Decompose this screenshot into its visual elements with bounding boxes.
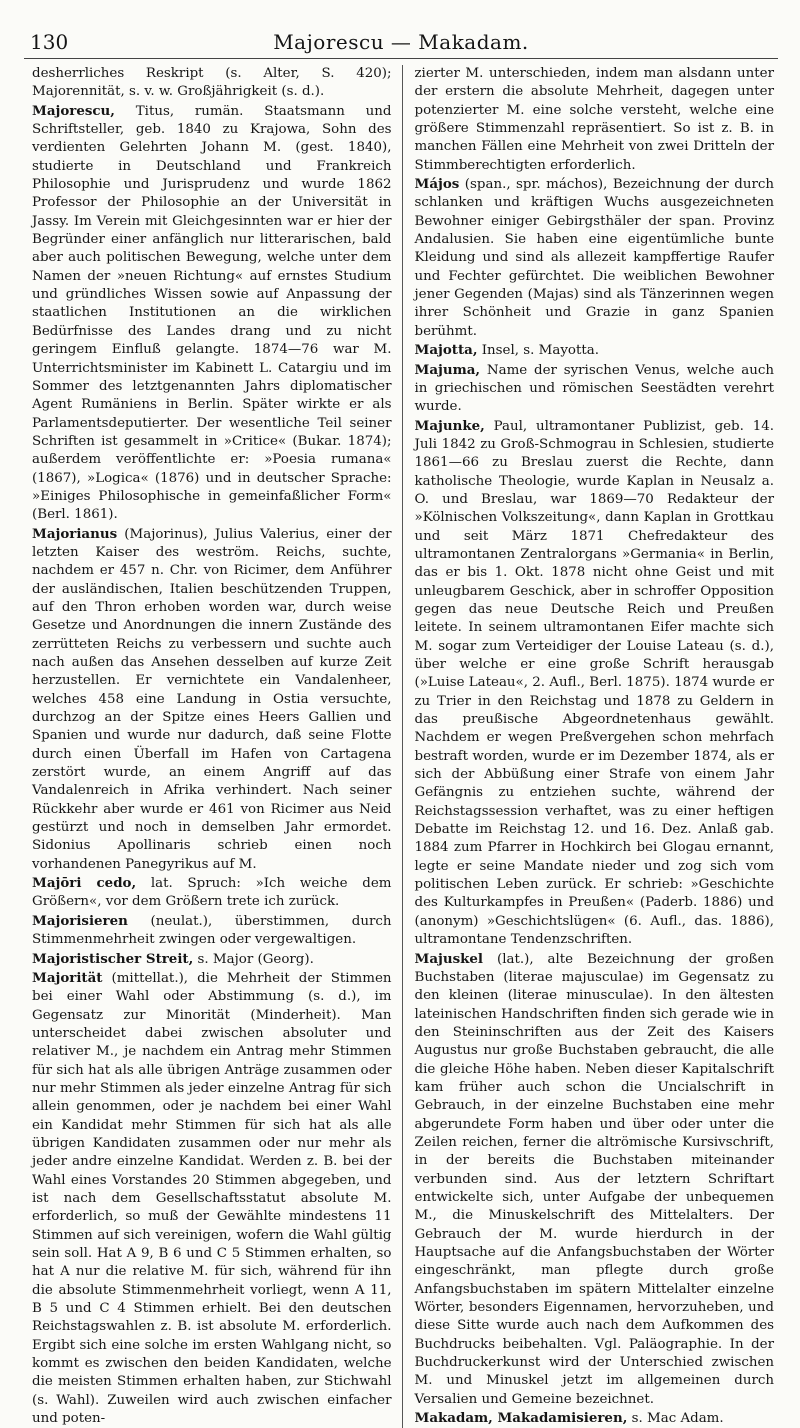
entry-text: (lat.), alte Bezeichnung der großen Buchstaben (literae majusculae) im Gegensatz zu den kleinen (literae minusculae). In den ältesten lateinischen Handschriften finden sich gerade wie in den Steininschriften aus der Zeit des Kaisers Augustus nur große Buchstaben gebraucht, die alle die gleiche Höhe haben. Neben dieser Kapitalschrift kam früher auch schon die Uncialschrift in Gebrauch, in der einzelne Buchstaben eine mehr abgerundete Form haben und über oder unter die Zeilen reichen, ferner die altrömische Kursivschrift, in der bereits die Buchstaben miteinander verbunden sind. Aus der letztern Schriftart entwickelte sich, unter Aufgabe der unbequemen M., die Minuskelschrift des Mittelalters. Der Gebrauch der M. wurde hierdurch in der Hauptsache auf die Anfangsbuchstaben der Wörter eingeschränkt, man pflegte durch große Anfangsbuchstaben im spätern Mittelalter einzelne Wörter, besonders Eigennamen, hervorzuheben, und diese Sitte wurde auch nach dem Aufkommen des Buchdrucks beibehalten. Vgl. Paläographie. In der Buchdruckerkunst wird der Unterschied zwischen M. und Minuskel jetzt im allgemeinen durch Versalien und Gemeine bezeichnet. [414, 951, 774, 1407]
right-column [402, 65, 779, 1428]
entry-headword: Majorianus [32, 525, 118, 542]
entry-headword: Majotta, [414, 342, 478, 359]
two-column-body [24, 65, 778, 1428]
entry-paragraph [32, 65, 392, 102]
entry-headword: Majoristischer Streit, [32, 950, 194, 967]
entry-paragraph [415, 950, 775, 1410]
entry-paragraph [32, 950, 392, 969]
entry-paragraph [415, 1409, 775, 1428]
entry-headword: Majorisieren [32, 912, 128, 929]
entry-paragraph [32, 912, 392, 950]
entry-headword: Majorität [32, 969, 103, 986]
entry-headword: Majunke, [414, 417, 485, 434]
entry-headword: Májos [414, 176, 460, 193]
entry-paragraph [415, 175, 775, 341]
entry-paragraph [32, 102, 392, 525]
left-column [24, 65, 402, 1428]
entry-text: (Majorinus), Julius Valerius, einer der letzten Kaiser des weström. Reichs, suchte, nachdem er 457 n. Chr. von Ricimer, dem Anführer der ausländischen, Italien beschützenden Truppen, auf den Thron erhoben worden war, durch weise Gesetze und Anordnungen die innern Zustände des zerrütteten Reichs zu verbessern und suchte auch nach außen das Ansehen desselben auf kurze Zeit herzustellen. Er vernichtete ein Vandalenheer, welches 458 eine Landung in Ostia versuchte, durchzog an der Spitze eines Heers Gallien und Spanien und wurde nur dadurch, daß seine Flotte durch einen Überfall im Hafen von Cartagena zerstört wurde, an einem Angriff auf das Vandalenreich in Afrika verhindert. Nach seiner Rückkehr aber wurde er 461 von Ricimer aus Neid gestürzt und noch in demselben Jahr ermordet. Sidonius Apollinaris schrieb einen noch vorhandenen Panegyrikus auf M. [32, 526, 392, 872]
entry-paragraph [415, 341, 775, 360]
entry-text: lat. Spruch: »Ich weiche dem Größern«, vor dem Größern trete ich zurück. [32, 876, 392, 910]
page-header [24, 28, 778, 59]
entry-headword: Majōri cedo, [32, 875, 137, 892]
entry-headword: Majuma, [414, 361, 481, 378]
entry-paragraph [415, 65, 775, 175]
entry-headword: Makadam, Makadamisieren, [414, 1410, 628, 1427]
entry-text: (mittellat.), die Mehrheit der Stimmen bei einer Wahl oder Abstimmung (s. d.), im Gegensatz zur Minorität (Minderheit). Man unterscheidet dabei zwischen absoluter und relativer M., je nachdem ein Antrag mehr Stimmen für sich hat als alle übrigen Anträge zusammen oder nur mehr Stimmen als jeder einzelne Antrag für sich allein genommen, oder je nachdem bei einer Wahl ein Kandidat mehr Stimmen für sich hat als alle übrigen Kandidaten zusammen oder nur mehr als jeder andre einzelne Kandidat. Werden z. B. bei der Wahl eines Vorstandes 20 Stimmen abgegeben, und ist nach dem Gesellschaftsstatut absolute M. erforderlich, so muß der Gewählte mindestens 11 Stimmen auf sich vereinigen, wofern die Wahl gültig sein soll. Hat A 9, B 6 und C 5 Stimmen erhalten, so hat A nur die relative M. für sich, während für ihn die absolute Stimmenmehrheit vorliegt, wenn A 11, B 5 und C 4 Stimmen erhielt. Bei den deutschen Reichstagswahlen z. B. ist absolute M. erforderlich. Ergibt sich eine solche im ersten Wahlgang nicht, so kommt es zwischen den beiden Kandidaten, welche die meisten Stimmen erhalten haben, zur Stichwahl (s. Wahl). Zuweilen wird auch zwischen einfacher und poten- [32, 970, 392, 1427]
entry-text: desherrliches Reskript (s. Alter, S. 420); Majorennität, s. v. w. Großjährigkeit (s. d.). [32, 66, 392, 100]
entry-headword: Majuskel [414, 950, 484, 967]
entry-text: Paul, ultramontaner Publizist, geb. 14. Juli 1842 zu Groß-Schmograu in Schlesien, studierte 1861—66 zu Breslau zuerst die Rechte, dann katholische Theologie, wurde Kaplan in Neusalz a. O. und Breslau, war 1869—70 Redakteur der »Kölnischen Volkszeitung«, dann Kaplan in Grottkau und seit März 1871 Chefredakteur des ultramontanen Zentralorgans »Germania« in Berlin, das er bis 1. Okt. 1878 nicht ohne Geist und mit unleugbarem Geschick, aber in schroffer Opposition gegen das neue Deutsche Reich und Preußen leitete. In seinem ultramontanen Eifer machte sich M. sogar zum Verteidiger der Louise Lateau (s. d.), über welche er eine große Schrift herausgab (»Luise Lateau«, 2. Aufl., Berl. 1875). 1874 wurde er zu Trier in den Reichstag und 1878 zu Geldern in das preußische Abgeordnetenhaus gewählt. Nachdem er wegen Preßvergehen schon mehrfach bestraft worden, wurde er im Dezember 1874, als er sich der Abbüßung einer Strafe von einem Jahr Gefängnis zu entziehen suchte, während der Reichstagssession verhaftet, was zu einer heftigen Debatte im Reichstag 12. und 16. Dez. Anlaß gab. 1884 zum Pfarrer in Hochkirch bei Glogau ernannt, legte er seine Mandate nieder und zog sich vom politischen Leben zurück. Er schrieb: »Geschichte des Kulturkampfes in Preußen« (Paderb. 1886) und (anonym) »Geschichtslügen« (6. Aufl., das. 1886), ultramontane Tendenzschriften. [414, 418, 774, 948]
entry-paragraph [32, 525, 392, 875]
entry-text: (neulat.), überstimmen, durch Stimmenmehrheit zwingen oder vergewaltigen. [32, 913, 392, 948]
entry-paragraph [415, 417, 775, 950]
entry-paragraph [32, 969, 392, 1428]
entry-paragraph [415, 361, 775, 417]
entry-text: s. Major (Georg). [193, 951, 314, 967]
entry-text: (span., spr. máchos), Bezeichnung der durch schlanken und kräftigen Wuchs ausgezeichneten Bewohner einiger Gebirgsthäler der span. Provinz Andalusien. Sie haben eine eigentümliche bunte Kleidung und sind als allezeit kampffertige Raufer und Fechter gefürchtet. Die weiblichen Bewohner jener Gegenden (Majas) sind als Tänzerinnen wegen ihrer Schönheit und Grazie in ganz Spanien berühmt. [414, 177, 774, 339]
entry-paragraph [32, 874, 392, 912]
entry-text: zierter M. unterschieden, indem man alsdann unter der erstern die absolute Mehrheit, dagegen unter potenzierter M. eine solche versteht, welche eine größere Stimmenzahl repräsentiert. So ist z. B. in manchen Fällen eine Mehrheit von zwei Dritteln der Stimmberechtigten erforderlich. [414, 66, 774, 173]
page-number: 130 [30, 30, 69, 54]
entry-text: Titus, rumän. Staatsmann und Schriftsteller, geb. 1840 zu Krajowa, Sohn des verdienten Gelehrten Johann M. (gest. 1840), studierte in Deutschland und Frankreich Philosophie und Jurisprudenz und wurde 1862 Professor der Philosophie an der Universität in Jassy. Im Verein mit Gleichgesinnten war er hier der Begründer einer anfänglich nur litterarischen, bald aber auch politischen Bewegung, welche unter dem Namen der »neuen Richtung« auf ernstes Studium und gründliches Wissen sowie auf Anpassung der staatlichen Institutionen an die wirklichen Bedürfnisse des Landes drang und zu nicht geringem Einfluß gelangte. 1874—76 war M. Unterrichtsminister im Kabinett L. Catargiu und im Sommer des letztgenannten Jahrs diplomatischer Agent Rumäniens in Berlin. Später wirkte er als Parlamentsdeputierter. Der wesentliche Teil seiner Schriften ist gesammelt in »Critice« (Bukar. 1874); außerdem veröffentlichte er: »Poesia rumana« (1867), »Logica« (1876) und in deutscher Sprache: »Einiges Philosophische in gemeinfaßlicher Form« (Berl. 1861). [32, 103, 392, 523]
entry-text: Insel, s. Mayotta. [477, 343, 599, 359]
entry-text: s. Mac Adam. [627, 1411, 724, 1427]
running-title: Majorescu — Makadam. [273, 30, 529, 54]
entry-text: Name der syrischen Venus, welche auch in griechischen und römischen Seestädten verehrt wurde. [414, 362, 774, 415]
entry-headword: Majorescu, [32, 102, 115, 119]
